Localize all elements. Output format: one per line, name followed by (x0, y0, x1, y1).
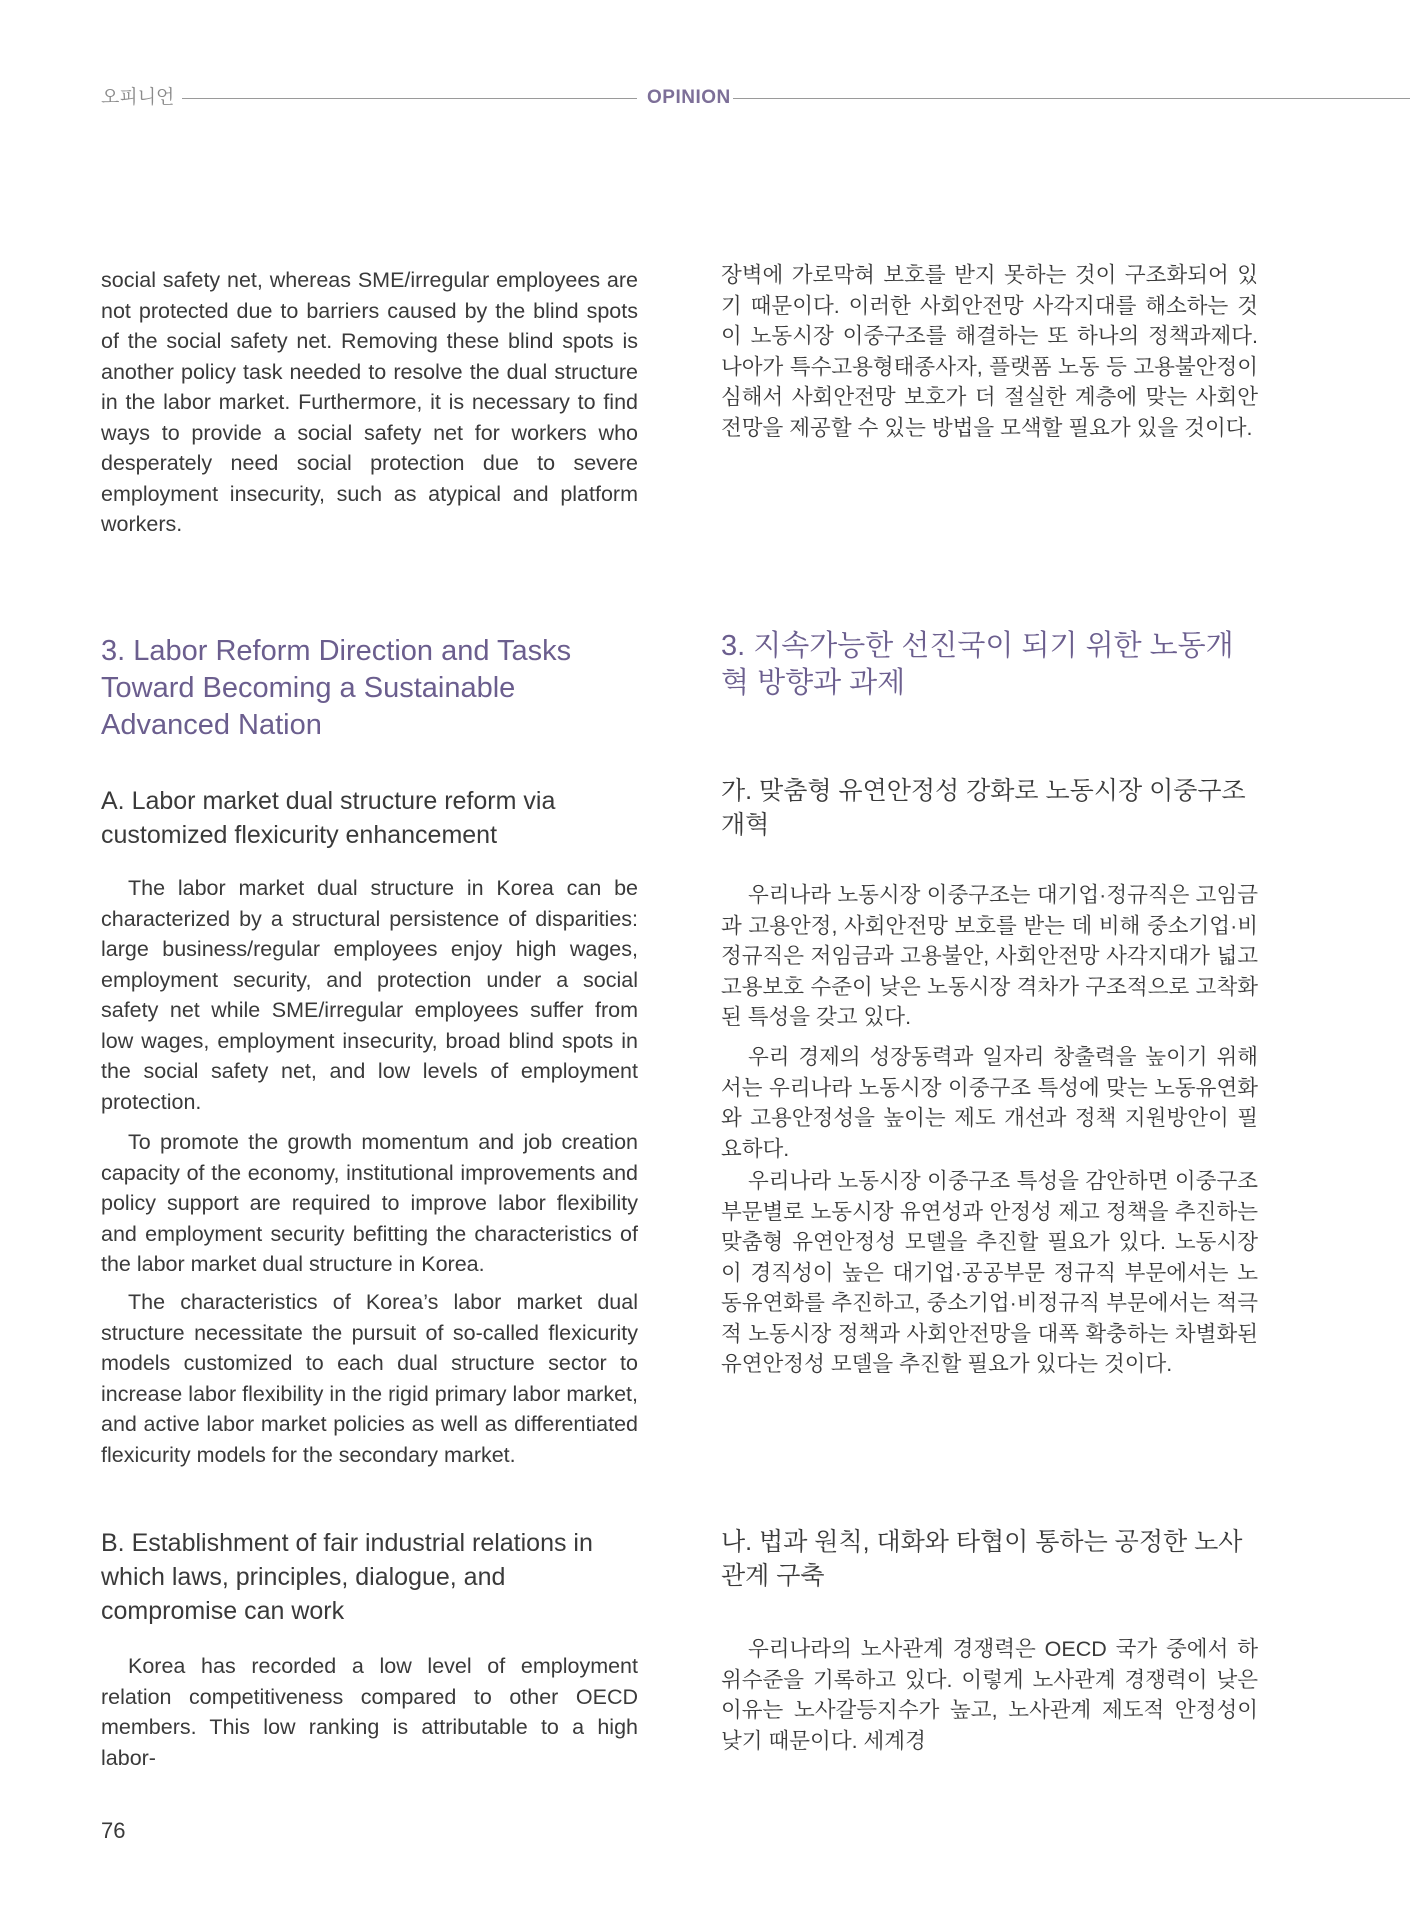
ko-subsection-a-paragraph-2: 우리 경제의 성장동력과 일자리 창출력을 높이기 위해서는 우리나라 노동시장 이중구조 특성에 맞는 노동유연화와 고용안정성을 높이는 제도 개선과 정책 지원방안이 필요하다. (721, 1045, 1258, 1161)
section-label: 오피니언 (101, 87, 175, 108)
page-header (101, 86, 1410, 110)
page-number: 76 (101, 1818, 126, 1843)
ko-subsection-b-paragraph-1: 우리나라의 노사관계 경쟁력은 OECD 국가 중에서 하위수준을 기록하고 있다. 이렇게 노사관계 경쟁력이 낮은 이유는 노사갈등지수가 높고, 노사관계 제도적 안정성이 낮기 때문이다. 세계경 (721, 1637, 1258, 1753)
header-rule-right (733, 98, 1410, 99)
en-intro-paragraph: social safety net, whereas SME/irregular employees are not protected due to barriers caused by the blind spots of the social safety net. Removing these blind spots is another policy task needed to resolve the dual structure in the labor market. Furthermore, it is necessary to find ways to provide a social safety net for workers who desperately need social protection due to severe employment insecurity, such as atypical and platform workers. (101, 268, 638, 536)
ko-subsection-a-title: 가. 맞춤형 유연안정성 강화로 노동시장 이중구조 개혁 (721, 777, 1246, 839)
en-subsection-b-paragraph-1: Korea has recorded a low level of employment relation competitiveness compared to other OECD members. This low ranking is attributable to a high labor- (101, 1654, 638, 1770)
en-subsection-a-paragraph-2: To promote the growth momentum and job creation capacity of the economy, institutional improvements and policy support are required to improve labor flexibility and employment security befitting the characteristics of the labor market dual structure in Korea. (101, 1130, 638, 1276)
ko-subsection-b-title: 나. 법과 원칙, 대화와 타협이 통하는 공정한 노사관계 구축 (721, 1528, 1243, 1590)
ko-section3-title: 3. 지속가능한 선진국이 되기 위한 노동개혁 방향과 과제 (721, 630, 1234, 699)
en-subsection-b-title: B. Establishment of fair industrial relations in which laws, principles, dialogue, and compromise can work (101, 1529, 593, 1625)
section-title: OPINION (647, 87, 731, 108)
en-subsection-a-title: A. Labor market dual structure reform via customized flexicurity enhancement (101, 787, 556, 849)
en-subsection-a-paragraph-3: The characteristics of Korea’s labor market dual structure necessitate the pursuit of so-called flexicurity models customized to each dual structure sector to increase labor flexibility in the rigid primary labor market, and active labor market policies as well as differentiated flexicurity models for the secondary market. (101, 1290, 638, 1467)
ko-intro-paragraph: 장벽에 가로막혀 보호를 받지 못하는 것이 구조화되어 있기 때문이다. 이러한 사회안전망 사각지대를 해소하는 것이 노동시장 이중구조를 해결하는 또 하나의 정책과제다. 나아가 특수고용형태종사자, 플랫폼 노동 등 고용불안정이 심해서 사회안전망 보호가 더 절실한 계층에 맞는 사회안전망을 제공할 수 있는 방법을 모색할 필요가 있을 것이다. (721, 263, 1258, 440)
ko-subsection-a-paragraph-3: 우리나라 노동시장 이중구조 특성을 감안하면 이중구조 부문별로 노동시장 유연성과 안정성 제고 정책을 추진하는 맞춤형 유연안정성 모델을 추진할 필요가 있다. 노동시장이 경직성이 높은 대기업·공공부문 정규직 부문에서는 노동유연화를 추진하고, 중소기업·비정규직 부문에서는 적극적 노동시장 정책과 사회안전망을 대폭 확충하는 차별화된 유연안정성 모델을 추진할 필요가 있다는 것이다. (721, 1169, 1258, 1376)
en-section3-title: 3. Labor Reform Direction and Tasks Toward Becoming a Sustainable Advanced Nation (101, 635, 572, 741)
header-rule-left (182, 98, 637, 99)
ko-subsection-a-paragraph-1: 우리나라 노동시장 이중구조는 대기업·정규직은 고임금과 고용안정, 사회안전망 보호를 받는 데 비해 중소기업·비정규직은 저임금과 고용불안, 사회안전망 사각지대가 넓고 고용보호 수준이 낮은 노동시장 격차가 구조적으로 고착화된 특성을 갖고 있다. (721, 883, 1258, 1029)
en-subsection-a-paragraph-1: The labor market dual structure in Korea can be characterized by a structural persistence of disparities: large business/regular employees enjoy high wages, employment security, and protection under a social safety net while SME/irregular employees suffer from low wages, employment insecurity, broad blind spots in the social safety net, and low levels of employment protection. (101, 876, 638, 1114)
